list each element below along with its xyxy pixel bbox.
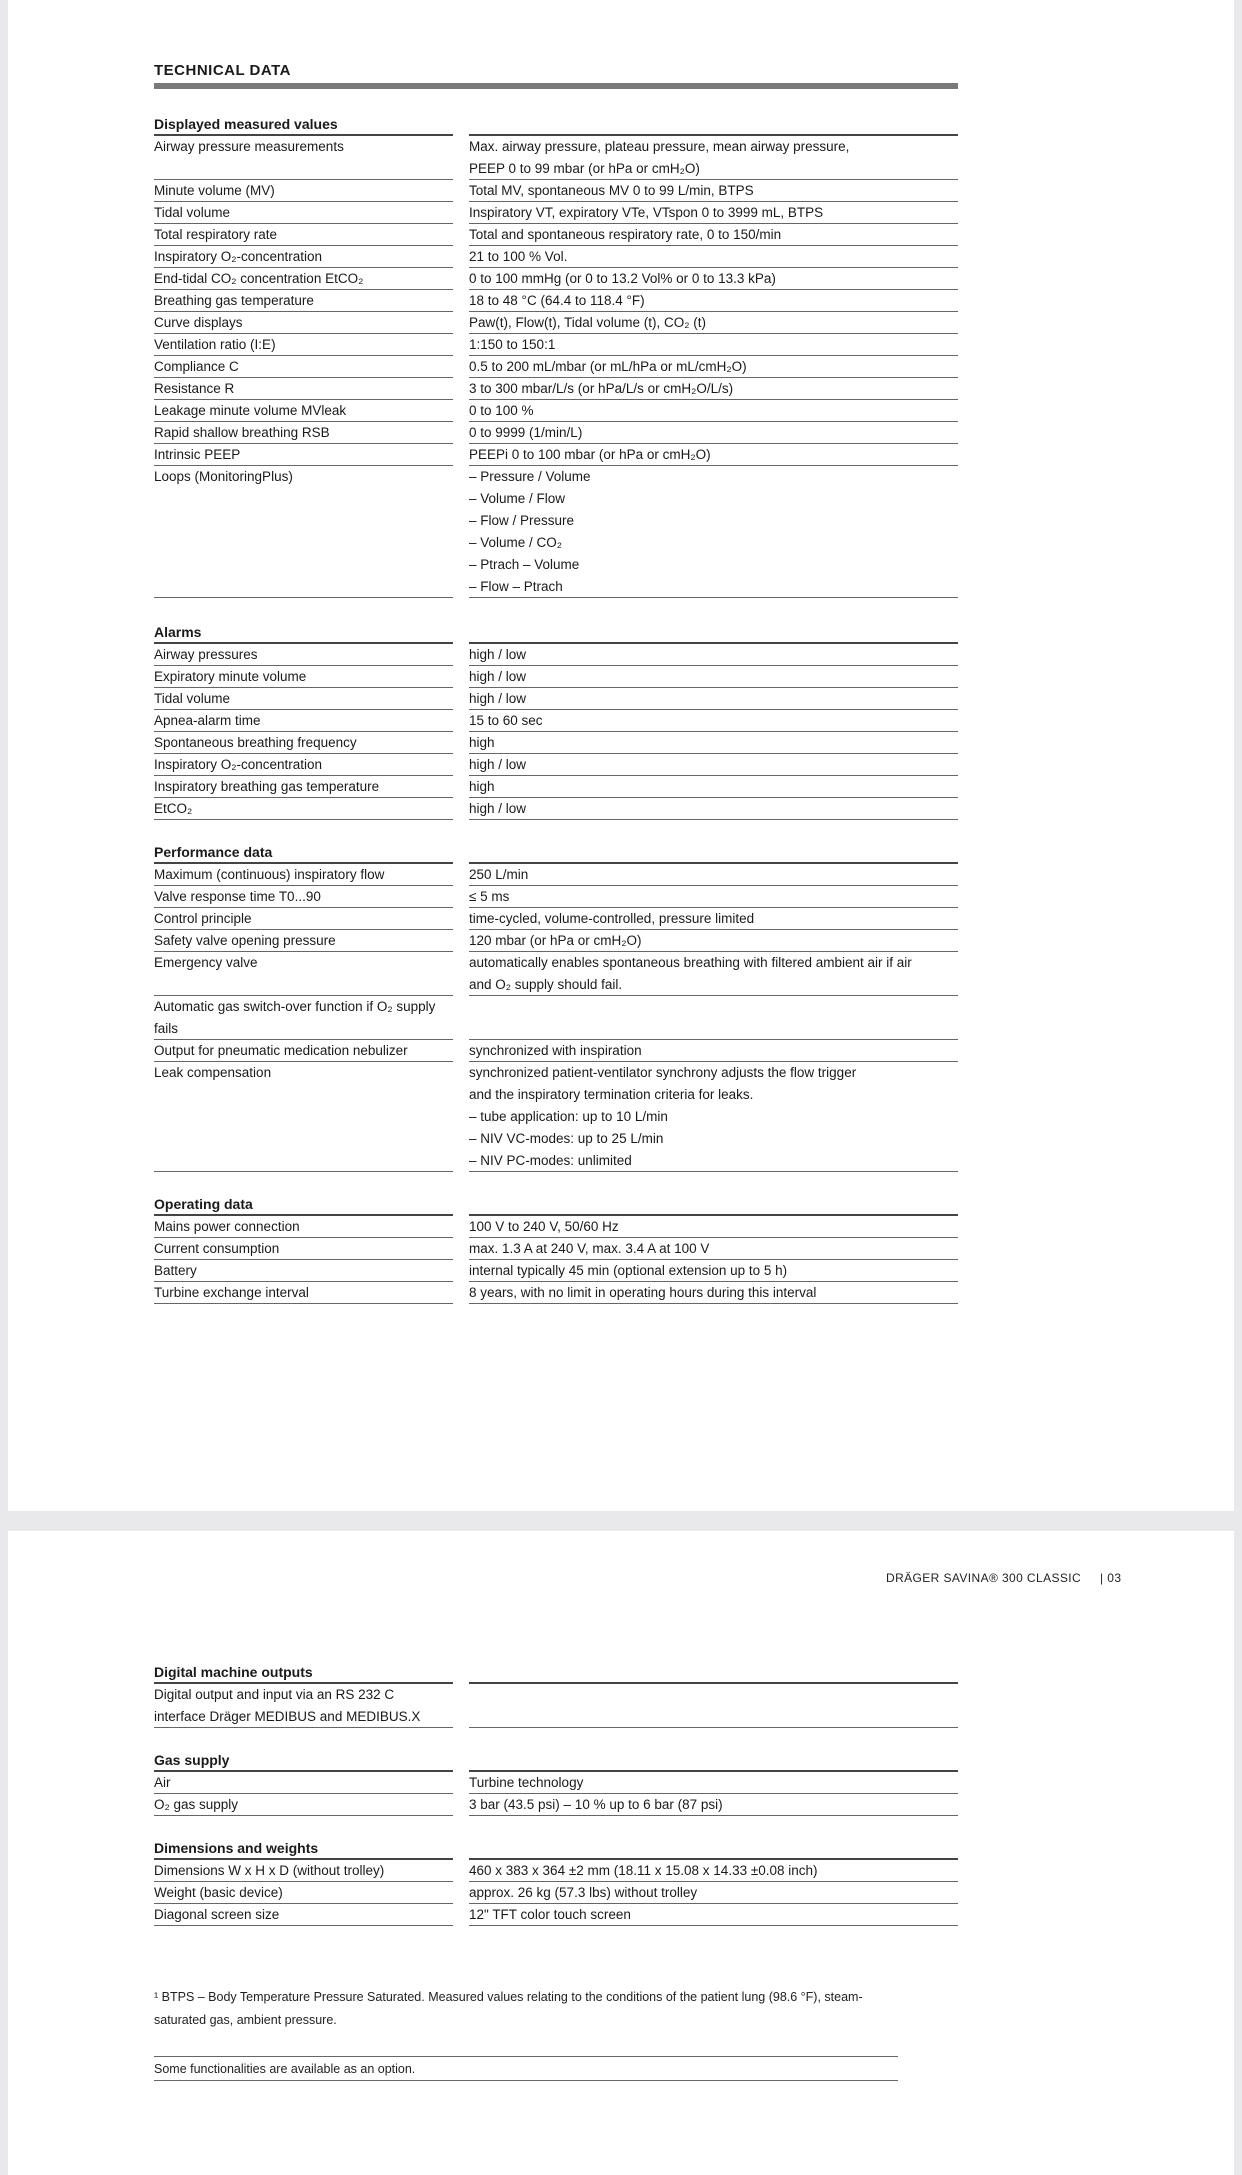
value-line: 8 years, with no limit in operating hours during this interval — [469, 1285, 817, 1300]
value-line: PEEP 0 to 99 mbar (or hPa or cmH₂O) — [469, 161, 700, 176]
table-row — [154, 644, 958, 666]
row-label: Spontaneous breathing frequency — [154, 732, 453, 754]
row-value — [469, 290, 958, 312]
row-label: Apnea-alarm time — [154, 710, 453, 732]
table-row — [154, 688, 958, 710]
row-label: Inspiratory O₂-concentration — [154, 246, 453, 268]
value-line: approx. 26 kg (57.3 lbs) without trolley — [469, 1885, 698, 1900]
value-line: – Volume / Flow — [469, 491, 566, 506]
row-label: Current consumption — [154, 1238, 453, 1260]
section-heading-row — [154, 1663, 958, 1684]
value-line: high / low — [469, 801, 527, 816]
table-row — [154, 268, 958, 290]
row-label: Turbine exchange interval — [154, 1282, 453, 1304]
section-heading-rule — [469, 1195, 958, 1216]
value-line: Total and spontaneous respiratory rate, 0 to 150/min — [469, 227, 782, 242]
row-value — [469, 334, 958, 356]
row-label: Maximum (continuous) inspiratory flow — [154, 864, 453, 886]
value-line: 1:150 to 150:1 — [469, 337, 556, 352]
table-row — [154, 864, 958, 886]
table-row — [154, 732, 958, 754]
section-gas-supply — [154, 1751, 958, 1816]
value-line: high / low — [469, 757, 527, 772]
row-label: Control principle — [154, 908, 453, 930]
row-label: Rapid shallow breathing RSB — [154, 422, 453, 444]
row-value — [469, 1062, 958, 1172]
table-row — [154, 356, 958, 378]
table-row — [154, 1772, 958, 1794]
row-label: Safety valve opening pressure — [154, 930, 453, 952]
row-label: O₂ gas supply — [154, 1794, 453, 1816]
row-value — [469, 1904, 958, 1926]
table-row — [154, 290, 958, 312]
row-value — [469, 886, 958, 908]
section-heading-row — [154, 1839, 958, 1860]
row-label: Diagonal screen size — [154, 1904, 453, 1926]
row-label: Resistance R — [154, 378, 453, 400]
value-line: internal typically 45 min (optional extension up to 5 h) — [469, 1263, 788, 1278]
value-line: high / low — [469, 669, 527, 684]
table-row — [154, 886, 958, 908]
row-label: Airway pressure measurements — [154, 136, 453, 180]
value-line: 21 to 100 % Vol. — [469, 249, 568, 264]
value-line: synchronized patient-ventilator synchrony adjusts the flow trigger — [469, 1065, 857, 1080]
footnote: ¹ BTPS – Body Temperature Pressure Saturated. Measured values relating to the conditions of the patient lung (98.6 °F), steam-saturated gas, ambient pressure. — [154, 1990, 863, 2027]
value-line: high — [469, 735, 495, 750]
table-row — [154, 1794, 958, 1816]
value-line: – Flow / Pressure — [469, 513, 575, 528]
row-value — [469, 798, 958, 820]
table-row — [154, 996, 958, 1040]
row-label: Tidal volume — [154, 688, 453, 710]
value-line: ≤ 5 ms — [469, 889, 510, 904]
table-row — [154, 224, 958, 246]
row-value — [469, 1216, 958, 1238]
row-value — [469, 644, 958, 666]
row-value — [469, 466, 958, 598]
row-label: End-tidal CO₂ concentration EtCO₂ — [154, 268, 453, 290]
page-2 — [8, 1531, 1234, 2175]
row-value — [469, 952, 958, 996]
value-line: – NIV VC-modes: up to 25 L/min — [469, 1131, 664, 1146]
row-value — [469, 356, 958, 378]
header-page-number: | 03 — [1100, 1571, 1122, 1585]
option-note-divider — [154, 2080, 898, 2081]
row-value — [469, 224, 958, 246]
row-value — [469, 202, 958, 224]
value-line: and the inspiratory termination criteria for leaks. — [469, 1087, 754, 1102]
section-heading: Gas supply — [154, 1751, 453, 1772]
section-heading-row — [154, 1751, 958, 1772]
value-line: 0 to 9999 (1/min/L) — [469, 425, 583, 440]
section-heading-rule — [469, 623, 958, 644]
value-line: – Ptrach – Volume — [469, 557, 580, 572]
value-line: PEEPi 0 to 100 mbar (or hPa or cmH₂O) — [469, 447, 711, 462]
table-row — [154, 908, 958, 930]
table-row — [154, 334, 958, 356]
row-value — [469, 312, 958, 334]
row-label: Intrinsic PEEP — [154, 444, 453, 466]
value-line: and O₂ supply should fail. — [469, 977, 623, 992]
table-row — [154, 1040, 958, 1062]
value-line: – Volume / CO₂ — [469, 535, 563, 550]
section-dimensions-and-weights — [154, 1839, 958, 1926]
row-value — [469, 378, 958, 400]
row-label: Leakage minute volume MVleak — [154, 400, 453, 422]
row-value — [469, 136, 958, 180]
value-line: automatically enables spontaneous breathing with filtered ambient air if air — [469, 955, 912, 970]
row-label: Battery — [154, 1260, 453, 1282]
option-note: Some functionalities are available as an option. — [154, 2062, 416, 2076]
value-line: Turbine technology — [469, 1775, 584, 1790]
row-value — [469, 180, 958, 202]
table-row — [154, 666, 958, 688]
value-line: Paw(t), Flow(t), Tidal volume (t), CO₂ (t) — [469, 315, 707, 330]
row-value — [469, 996, 958, 1040]
value-line: synchronized with inspiration — [469, 1043, 642, 1058]
table-row — [154, 1282, 958, 1304]
section-heading: Operating data — [154, 1195, 453, 1216]
row-value — [469, 776, 958, 798]
footnote-divider — [154, 2056, 898, 2057]
value-line: 18 to 48 °C (64.4 to 118.4 °F) — [469, 293, 645, 308]
row-value — [469, 1260, 958, 1282]
value-line: – NIV PC-modes: unlimited — [469, 1153, 632, 1168]
value-line: 3 to 300 mbar/L/s (or hPa/L/s or cmH₂O/L/s) — [469, 381, 734, 396]
section-heading-rule — [469, 1839, 958, 1860]
row-value — [469, 710, 958, 732]
row-label: Minute volume (MV) — [154, 180, 453, 202]
value-line: high / low — [469, 691, 527, 706]
row-label: Tidal volume — [154, 202, 453, 224]
row-value — [469, 732, 958, 754]
section-heading-row — [154, 843, 958, 864]
section-operating-data — [154, 1195, 958, 1304]
section-displayed-measured-values — [154, 115, 958, 598]
row-label: Ventilation ratio (I:E) — [154, 334, 453, 356]
row-value — [469, 666, 958, 688]
row-label: EtCO₂ — [154, 798, 453, 820]
value-line: high / low — [469, 647, 527, 662]
value-line: high — [469, 779, 495, 794]
row-value — [469, 444, 958, 466]
section-heading-rule — [469, 1751, 958, 1772]
value-line: – tube application: up to 10 L/min — [469, 1109, 668, 1124]
row-value — [469, 400, 958, 422]
value-line: 0.5 to 200 mL/mbar (or mL/hPa or mL/cmH₂O) — [469, 359, 747, 374]
table-row — [154, 422, 958, 444]
table-row — [154, 754, 958, 776]
value-line: 100 V to 240 V, 50/60 Hz — [469, 1219, 619, 1234]
value-line: 12" TFT color touch screen — [469, 1907, 631, 1922]
row-label: Air — [154, 1772, 453, 1794]
value-line: 0 to 100 mmHg (or 0 to 13.2 Vol% or 0 to 13.3 kPa) — [469, 271, 776, 286]
section-heading-rule — [469, 115, 958, 136]
value-line: 0 to 100 % — [469, 403, 534, 418]
table-row — [154, 378, 958, 400]
table-row — [154, 180, 958, 202]
table-row — [154, 1904, 958, 1926]
row-label: Total respiratory rate — [154, 224, 453, 246]
row-label: Emergency valve — [154, 952, 453, 996]
row-value — [469, 1860, 958, 1882]
table-row — [154, 400, 958, 422]
value-line — [469, 1684, 958, 1706]
value-line: – Pressure / Volume — [469, 469, 591, 484]
row-value — [469, 930, 958, 952]
table-row — [154, 1238, 958, 1260]
value-line: 15 to 60 sec — [469, 713, 543, 728]
row-value — [469, 1282, 958, 1304]
section-heading: Digital machine outputs — [154, 1663, 453, 1684]
row-label: Weight (basic device) — [154, 1882, 453, 1904]
title-bar — [154, 83, 958, 89]
row-label: Digital output and input via an RS 232 C interface Dräger MEDIBUS and MEDIBUS.X — [154, 1684, 453, 1728]
value-line: 3 bar (43.5 psi) – 10 % up to 6 bar (87 psi) — [469, 1797, 723, 1812]
section-heading: Displayed measured values — [154, 115, 453, 136]
row-label: Automatic gas switch-over function if O₂ supply fails — [154, 996, 453, 1040]
row-value — [469, 1238, 958, 1260]
row-label: Breathing gas temperature — [154, 290, 453, 312]
section-performance-data — [154, 843, 958, 1172]
row-value — [469, 268, 958, 290]
section-heading-rule — [469, 1663, 958, 1684]
table-row — [154, 930, 958, 952]
section-heading-rule — [469, 843, 958, 864]
table-row — [154, 1860, 958, 1882]
section-heading-row — [154, 623, 958, 644]
section-heading: Alarms — [154, 623, 453, 644]
value-line: Inspiratory VT, expiratory VTe, VTspon 0 to 3999 mL, BTPS — [469, 205, 824, 220]
table-row — [154, 136, 958, 180]
row-label: Inspiratory O₂-concentration — [154, 754, 453, 776]
table-row — [154, 776, 958, 798]
value-line: 120 mbar (or hPa or cmH₂O) — [469, 933, 642, 948]
value-line — [469, 1706, 958, 1728]
row-value — [469, 1794, 958, 1816]
page-title: TECHNICAL DATA — [154, 62, 291, 79]
table-row — [154, 1684, 958, 1728]
row-label: Leak compensation — [154, 1062, 453, 1172]
row-label: Curve displays — [154, 312, 453, 334]
value-line — [469, 1018, 958, 1040]
value-line: Total MV, spontaneous MV 0 to 99 L/min, BTPS — [469, 183, 754, 198]
value-line: 250 L/min — [469, 867, 529, 882]
value-line: max. 1.3 A at 240 V, max. 3.4 A at 100 V — [469, 1241, 710, 1256]
table-row — [154, 466, 958, 598]
row-label: Loops (MonitoringPlus) — [154, 466, 453, 598]
section-heading: Performance data — [154, 843, 453, 864]
table-row — [154, 1260, 958, 1282]
row-label: Expiratory minute volume — [154, 666, 453, 688]
row-value — [469, 246, 958, 268]
value-line: time-cycled, volume-controlled, pressure limited — [469, 911, 755, 926]
value-line: Max. airway pressure, plateau pressure, mean airway pressure, — [469, 139, 850, 154]
table-row — [154, 1882, 958, 1904]
section-digital-machine-outputs — [154, 1663, 958, 1728]
row-value — [469, 864, 958, 886]
row-label: Airway pressures — [154, 644, 453, 666]
table-row — [154, 798, 958, 820]
table-row — [154, 1062, 958, 1172]
section-heading: Dimensions and weights — [154, 1839, 453, 1860]
section-alarms — [154, 623, 958, 820]
table-row — [154, 312, 958, 334]
table-row — [154, 444, 958, 466]
value-line: – Flow – Ptrach — [469, 579, 563, 594]
value-line — [469, 996, 958, 1018]
page-1 — [8, 0, 1234, 1511]
row-value — [469, 1684, 958, 1728]
table-row — [154, 246, 958, 268]
row-label: Inspiratory breathing gas temperature — [154, 776, 453, 798]
value-line: 460 x 383 x 364 ±2 mm (18.11 x 15.08 x 14.33 ±0.08 inch) — [469, 1863, 818, 1878]
row-label: Output for pneumatic medication nebulizer — [154, 1040, 453, 1062]
row-value — [469, 688, 958, 710]
row-label: Valve response time T0...90 — [154, 886, 453, 908]
table-row — [154, 952, 958, 996]
table-row — [154, 710, 958, 732]
section-heading-row — [154, 115, 958, 136]
row-value — [469, 1772, 958, 1794]
row-value — [469, 422, 958, 444]
row-value — [469, 908, 958, 930]
row-label: Dimensions W x H x D (without trolley) — [154, 1860, 453, 1882]
table-row — [154, 1216, 958, 1238]
row-value — [469, 1040, 958, 1062]
header-product: DRÄGER SAVINA® 300 CLASSIC — [886, 1571, 1082, 1585]
row-value — [469, 1882, 958, 1904]
row-value — [469, 754, 958, 776]
table-row — [154, 202, 958, 224]
section-heading-row — [154, 1195, 958, 1216]
row-label: Mains power connection — [154, 1216, 453, 1238]
row-label: Compliance C — [154, 356, 453, 378]
